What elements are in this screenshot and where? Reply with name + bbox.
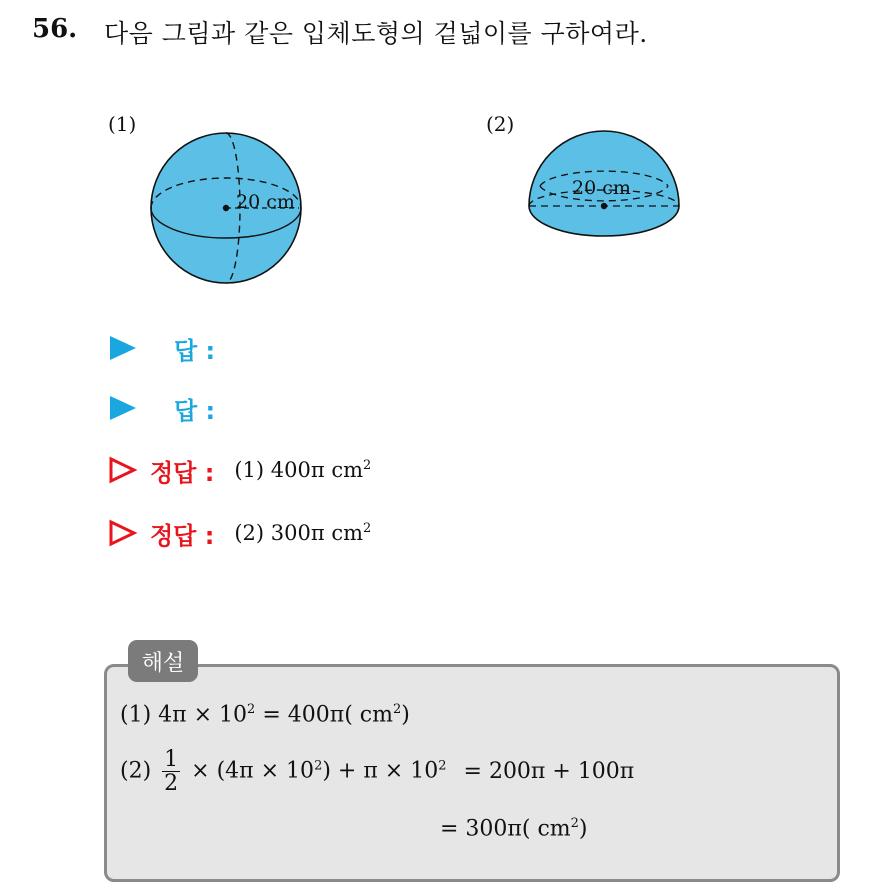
play-icon [108, 334, 138, 362]
hemisphere-figure [520, 124, 700, 254]
solution-line-2: (2) $\frac{1}{2}$ × $(4\pi \times 10^2) + \pi \times 10^2 = 200\pi + 100\pi$ [120, 747, 635, 797]
correct-answer-label: 정답 : [150, 521, 215, 550]
question-text: 다음 그림과 같은 입체도형의 겉넓이를 구하여라. [104, 19, 648, 48]
play-icon [108, 394, 138, 422]
sphere-dimension-label: 20 cm [236, 191, 295, 213]
figure-1-label: (1) [108, 112, 137, 136]
fraction-half: $\frac{1}{2}$ [164, 747, 179, 797]
sphere-figure [140, 124, 310, 294]
hemisphere-center-dot [601, 203, 607, 209]
answer-label: 답 : [174, 336, 216, 365]
figure-2-label: (2) [486, 112, 515, 136]
correct-answer-row-2 [108, 515, 371, 551]
answer-label: 답 : [174, 396, 216, 425]
solution-title-tab: 해설 [128, 640, 198, 682]
answer-row-1 [108, 330, 215, 366]
correct-answer-label: 정답 : [150, 458, 215, 487]
solution-line-3: = 300π( $cm^2$) [440, 816, 588, 842]
correct-answer-row-1 [108, 452, 371, 488]
solution-line-1: (1) $4\pi \times 10^2 = 400\pi$( $cm^2$) [120, 702, 410, 728]
correct-answer-value: (1) 400π $cm^2$ [234, 458, 372, 482]
play-outline-icon [108, 456, 138, 484]
question-number: 56. [32, 14, 78, 44]
play-outline-icon [108, 519, 138, 547]
correct-answer-value: (2) 300π $cm^2$ [234, 521, 372, 545]
answer-row-2 [108, 390, 215, 426]
hemisphere-dimension-label: 20 cm [572, 177, 631, 199]
sphere-center-dot [223, 205, 229, 211]
